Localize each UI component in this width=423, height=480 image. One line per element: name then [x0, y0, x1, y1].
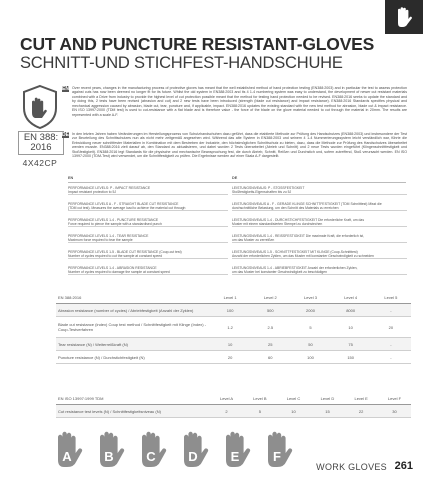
table-cell: 60 [250, 351, 290, 364]
level-item [68, 186, 228, 202]
glove-level-icon [136, 430, 172, 468]
glove-level-letter: E [230, 449, 240, 464]
level-title: LEISTUNGSNIVEAUS 1-5 - SCHNITTFESTIGKEIT MIT KLINGE (Coup-Schnitttest) [232, 250, 358, 254]
glove-level-letter: D [188, 449, 198, 464]
glove-level-letter: C [146, 449, 156, 464]
level-desc: Impact resistant protection to 5J [68, 190, 117, 194]
table-cell: 10 [277, 405, 311, 418]
level-underline [232, 210, 407, 211]
table-cell: - [371, 351, 411, 364]
level-desc: Number of cycles required to cut the sample at constant speed [68, 254, 163, 258]
level-item [68, 218, 228, 234]
table-cell: 1.2 [210, 317, 250, 338]
glove-level-icon [94, 430, 130, 468]
intro-paragraph-en: Over recent years, changes in the manufacturing process of protective gloves has meant that the well established method of hand protection testing (EN388:2003) and in particular the test to assess protection against cuts has now been deemed no longer fit for its future. Whilst the old system in EN388:2003 and its 4 1-4 numbering system was easy to understand, the development of newer cut resistant materials combined with a Drive from industry to provide the highest level of cut protection possible meant that the method for testing hand protection needed to be revised. EN388:2016 seeks to update the standard and by doing this, 2 tests have been revised (abrasion and cut) and 2 new tests have been introduced (strength (blade cut resistance) and impact resistance). EN388:2016 Standards specifies physical and mechanical aggression caused by abrasion, blade cut, tear, puncture and, if applicable, impact. EN388:2016 updates the existing standard with the new test method for abrasion, blade cut & impact resistance. EN ISO 13997:2000 (TDM test) is used to cut-resistance with a flat blade and is therefore value - the force of the blade on the glove material needed to cut through the material in 20mm. The results are represented with a scale A-F. [72, 86, 407, 117]
level-item [232, 202, 407, 218]
level-item [68, 266, 228, 282]
table-header-row [56, 291, 411, 304]
table-cell: - [371, 304, 411, 317]
table-cell: 20 [371, 317, 411, 338]
level-underline [68, 258, 228, 259]
section-corner-tab [385, 0, 423, 34]
level-title: PERFORMANCE LEVELS A - F - STRAIGHT BLADE CUT RESISTANCE [68, 202, 179, 206]
level-title: PERFORMANCE LEVELS 1-4 - TEAR RESISTANCE [68, 234, 149, 238]
table-header-cell: Level E [344, 392, 378, 405]
table-cell: 10 [210, 338, 250, 351]
glove-level-icon [52, 430, 88, 468]
levels-de-head: DE [232, 176, 238, 180]
table-cell: Blade cut resistance (index) Coup test method / Schnittfestigkeit mit Klinge (Index) - Coup-Testverfahren [56, 317, 210, 338]
en388-shield-icon [20, 84, 60, 130]
standard-label [18, 131, 64, 155]
level-underline [232, 274, 407, 275]
level-desc: Anzahl der erforderlichen Zyklen, um das Muster mit konstanter Geschwindigkeit zu schneiden [232, 254, 374, 258]
level-title: PERFORMANCE LEVELS 1-5 - BLADE CUT RESISTANCE (Coup-cut test) [68, 250, 182, 254]
table-header-cell: Level 2 [250, 291, 290, 304]
glove-level-letter: B [104, 449, 114, 464]
level-desc: durchschnittliche Belastung, um den Schnitt des Materials zu erreichen [232, 206, 339, 210]
table-header-cell: EN 388:2016 [56, 291, 210, 304]
level-item [68, 234, 228, 250]
table-cell: 100 [210, 304, 250, 317]
level-title: LEISTUNGSNIVEAUS: P - STOSSFESTIGKEIT [232, 186, 305, 190]
level-desc: Maximum force required to tear the sample [68, 238, 133, 242]
de-flag-label: DE [62, 132, 69, 138]
table-header-cell: Level 4 [331, 291, 371, 304]
table-header-cell: Level D [310, 392, 344, 405]
level-desc: Number of cycles required to damage the sample at constant speed [68, 270, 170, 274]
table-header-cell: Level B [243, 392, 277, 405]
level-desc: Force required to pierce the sample with a standardised punch [68, 222, 162, 226]
page-subtitle: SCHNITT-UND STICHFEST-HANDSCHUHE [20, 54, 343, 72]
glove-level-icon [220, 430, 256, 468]
glove-level-icon [262, 430, 298, 468]
intro-paragraph-de: In den letzten Jahren haben Veränderungen im Herstellungsprozess von Schutzhandschuhen dazu geführt, dass die etablierte Methode zur Prüfung des Handschutzes (EN388:2003) und insbesondere der Test zur Beurteilung des Schnittschutzes nun als nicht mehr zeitgemäß angesehen wird. Während das alte System in EN388:2003 und seinem 4 1-4 Nummerierungssystem leicht verständlich war, führte die Entwicklung neuer schnittfester Materialien in Kombination mit dem Bestreben der Industrie, den höchstmöglichen Schnittschutz zu bieten, dazu, dass die Methode zur Prüfung des Handschutzes überarbeitet werden musste. EN388:2016 zielt darauf ab, den Standard zu aktualisieren, und dabei wurden 2 Tests überarbeitet (Abrieb und Schnitt) und 2 neue Tests wurden eingeführt (Klingenschnittfestigkeit und Stoßfestigkeit). EN388:2016 legt Standards für die physische und mechanische Beanspruchung fest, die durch Abrieb, Schnitt, Reißen und Durchstich und, sofern zutreffend, Stoß verursacht werden. EN ISO 13997:2000 (TDM-Test) wird verwendet, um die Schnittfestigkeit zu prüfen. Die Ergebnisse werden auf einer Skala A-F dargestellt. [72, 132, 407, 159]
table-cell: - [371, 338, 411, 351]
level-desc: um das Muster zu zerreißen [232, 238, 275, 242]
level-title: LEISTUNGSNIVEAUS 1-4 - REISSFESTIGKEIT Die maximale Kraft, die erforderlich ist, [232, 234, 365, 238]
table-cell: 25 [250, 338, 290, 351]
glove-level-letter: A [62, 449, 72, 464]
table-header-cell: EN ISO 13997:1999 TDM [56, 392, 210, 405]
level-item [232, 266, 407, 282]
table-cell: 20 [210, 351, 250, 364]
table-header-cell: Level 3 [290, 291, 330, 304]
table-row [56, 405, 411, 418]
table-cell: 150 [331, 351, 371, 364]
table-cell: Tear resistance (N) / Weiterreißkraft (N) [56, 338, 210, 351]
levels-en-list [68, 186, 228, 282]
table-cell: 10 [331, 317, 371, 338]
table-cell: 22 [344, 405, 378, 418]
levels-en-head: EN [68, 176, 74, 180]
table-cell: 5 [290, 317, 330, 338]
standard-year: 2016 [30, 142, 52, 153]
level-underline [68, 226, 228, 227]
level-item [68, 202, 228, 218]
table-header-cell: Level 1 [210, 291, 250, 304]
table-header-cell: Level C [277, 392, 311, 405]
level-underline [68, 194, 228, 195]
table-cell: 100 [290, 351, 330, 364]
table-header-cell: Level F [378, 392, 411, 405]
level-item [68, 250, 228, 266]
table-cell: 5 [243, 405, 277, 418]
level-underline [232, 226, 407, 227]
table-header-cell: Level A [210, 392, 243, 405]
table-row [56, 338, 411, 351]
level-title: PERFORMANCE LEVELS 1-4 - ABRASION RESISTANCE [68, 266, 157, 270]
level-item [232, 234, 407, 250]
table-cell: 2000 [290, 304, 330, 317]
level-item [232, 186, 407, 202]
level-underline [68, 210, 228, 211]
table-cell: 30 [378, 405, 411, 418]
table-cell: Puncture resistance (N) / Durchstichfestigkeit (N) [56, 351, 210, 364]
level-title: LEISTUNGSNIVEAUS 1-4 - ABRIEBFESTIGKEIT Anzahl der erforderlichen Zyklen, [232, 266, 358, 270]
standard-code: 4X42CP [22, 158, 58, 168]
en-flag-label: EN [62, 86, 69, 92]
glove-level-letter: F [273, 449, 281, 464]
page-number: 261 [394, 460, 413, 472]
table-cell: Abrasion resistance (number of cycles) / Abriebfestigkeit (Anzahl der Zyklen) [56, 304, 210, 317]
level-item [232, 218, 407, 234]
level-title: LEISTUNGSNIVEAUS 1-4 - DURCHSTICHFESTIGKEIT Die erforderliche Kraft, um das [232, 218, 365, 222]
level-underline [232, 242, 407, 243]
standard-name: EN 388: [23, 132, 59, 143]
level-underline [68, 274, 228, 275]
table-cell: 8000 [331, 304, 371, 317]
footer-section-label: WORK GLOVES [316, 462, 387, 472]
table-cell: 50 [290, 338, 330, 351]
table-header-cell: Level 5 [371, 291, 411, 304]
level-underline [232, 194, 407, 195]
level-desc: um das Muster bei konstanter Geschwindigkeit zu beschädigen [232, 270, 327, 274]
table-cell: 75 [331, 338, 371, 351]
table-row [56, 317, 411, 338]
level-desc: (TDM cut test). Measures the average load to achieve the material cut through [68, 206, 186, 210]
table-cell: 15 [310, 405, 344, 418]
levels-de-list [232, 186, 407, 282]
table-header-row [56, 392, 411, 405]
level-title: LEISTUNGSNIVEAUS A - F - GERADE KLINGE SCHNITTFESTIGKEIT (TDM Schnitttest) Misst die [232, 202, 382, 206]
page-title: CUT AND PUNCTURE RESISTANT-GLOVES [20, 34, 375, 54]
tdm-levels-table [56, 392, 411, 418]
table-row [56, 304, 411, 317]
level-desc: Stoßfestigkeits-Eigenschaften bis zu 5J [232, 190, 292, 194]
table-cell: 2 [210, 405, 243, 418]
glove-level-icon [178, 430, 214, 468]
level-underline [232, 258, 407, 259]
levels-divider [68, 182, 406, 183]
glove-icon [395, 6, 413, 28]
table-cell: 2.5 [250, 317, 290, 338]
level-title: PERFORMANCE LEVELS: P - IMPACT RESISTANCE [68, 186, 151, 190]
table-cell: Cut resistance test levels (N) / Schnittfestigkeitsniveau (N) [56, 405, 210, 418]
table-cell: 500 [250, 304, 290, 317]
level-item [232, 250, 407, 266]
level-desc: Muster mit einem standardisierten Stempel zu durchstechen [232, 222, 323, 226]
level-underline [68, 242, 228, 243]
level-title: PERFORMANCE LEVELS 1-4 - PUNCTURE RESISTANCE [68, 218, 159, 222]
table-row [56, 351, 411, 364]
en388-levels-table [56, 291, 411, 364]
